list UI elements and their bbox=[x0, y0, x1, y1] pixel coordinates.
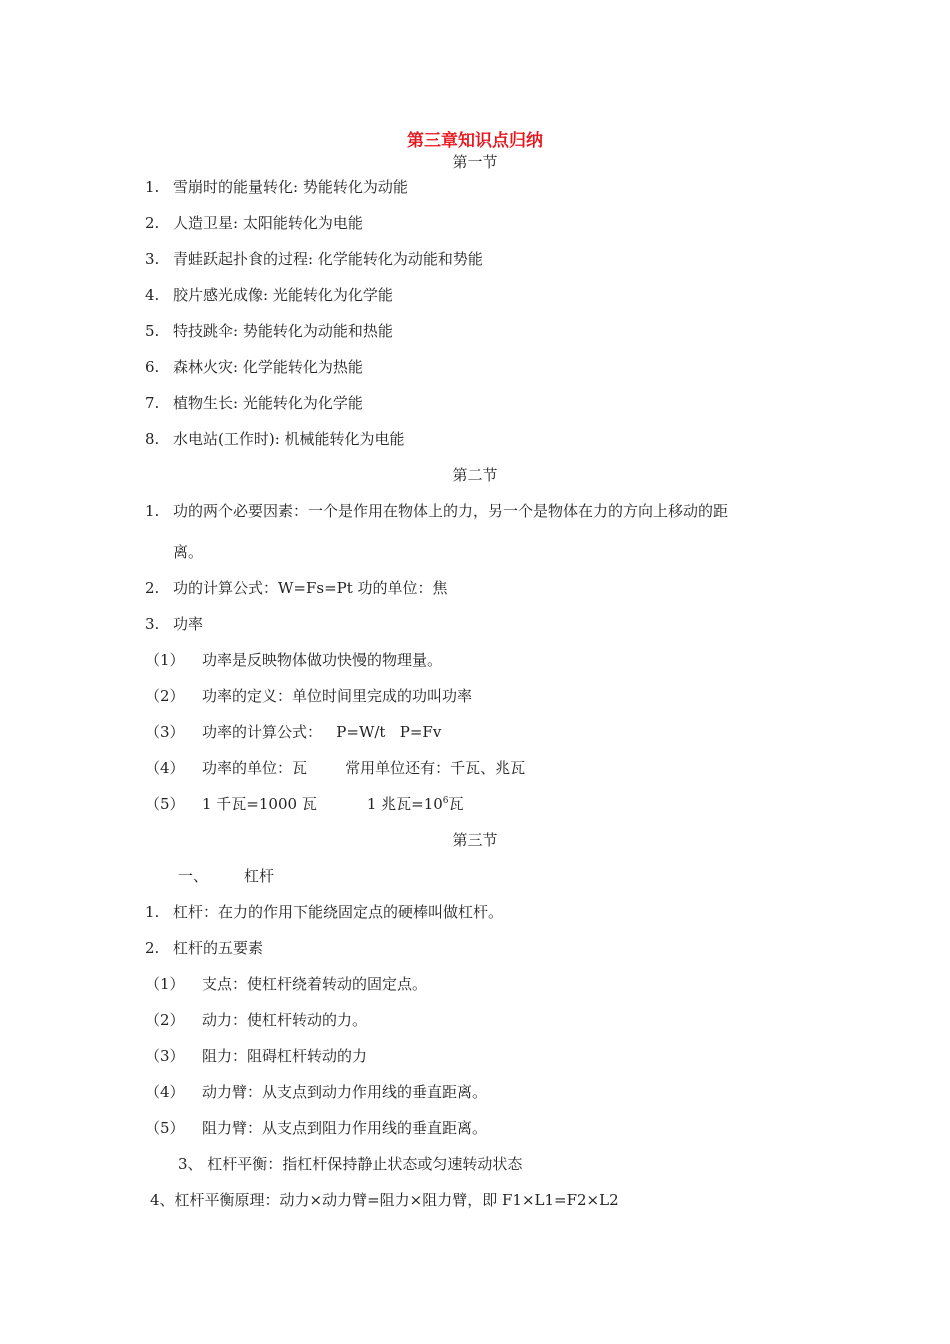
sub-item-text: 功率的定义：单位时间里完成的功叫功率 bbox=[202, 687, 473, 705]
sub-item bbox=[145, 974, 427, 994]
item-number: 3. bbox=[145, 615, 160, 633]
sub-item bbox=[145, 1010, 367, 1030]
item-number: 2. bbox=[145, 214, 160, 232]
section-3-heading: 第三节 bbox=[452, 831, 498, 849]
list-item bbox=[145, 501, 728, 521]
item-number: 1. bbox=[145, 903, 160, 921]
item-text: 水电站(工作时): 机械能转化为电能 bbox=[173, 430, 405, 448]
sub-item-text: 支点：使杠杆绕着转动的固定点。 bbox=[202, 975, 428, 993]
list-item bbox=[145, 357, 363, 377]
item-text: 功的两个必要因素：一个是作用在物体上的力，另一个是物体在力的方向上移动的距 bbox=[173, 502, 729, 520]
item-text-continuation: 离。 bbox=[173, 543, 204, 561]
sub-item-number: （3） bbox=[145, 1047, 185, 1065]
sub-item-number: （4） bbox=[145, 759, 185, 777]
sub-item bbox=[145, 1046, 367, 1066]
list-item bbox=[145, 177, 408, 197]
sub-item bbox=[145, 1118, 487, 1138]
item-text: 杠杆的五要素 bbox=[173, 939, 264, 957]
item-number: 4. bbox=[145, 286, 160, 304]
sub-item-text: 功率的计算公式： P=W/t P=Fv bbox=[202, 723, 442, 741]
sub-item-text: 动力：使杠杆转动的力。 bbox=[202, 1011, 368, 1029]
sub-item-text: 动力臂：从支点到动力作用线的垂直距离。 bbox=[202, 1083, 488, 1101]
sub-item-unit: 瓦 bbox=[448, 795, 464, 813]
exponent: 6 bbox=[442, 796, 449, 806]
part-title: 杠杆 bbox=[244, 867, 275, 885]
sub-item bbox=[145, 686, 472, 706]
sub-item bbox=[145, 758, 525, 778]
item-number: 3. bbox=[145, 250, 160, 268]
item-number: 2. bbox=[145, 579, 160, 597]
sub-item-text: 阻力臂：从支点到阻力作用线的垂直距离。 bbox=[202, 1119, 488, 1137]
sub-item-text: 1 千瓦=1000 瓦 bbox=[202, 795, 317, 813]
sub-item-number: （2） bbox=[145, 1011, 185, 1029]
list-item bbox=[145, 321, 393, 341]
item-text: 青蛙跃起扑食的过程: 化学能转化为动能和势能 bbox=[173, 250, 483, 268]
item-number: 7. bbox=[145, 394, 160, 412]
item-number: 2. bbox=[145, 939, 160, 957]
list-item bbox=[145, 902, 503, 922]
list-item bbox=[145, 938, 263, 958]
sub-item-text: 功率的单位：瓦 常用单位还有：千瓦、兆瓦 bbox=[202, 759, 526, 777]
list-item bbox=[145, 578, 448, 598]
item-text: 功的计算公式：W=Fs=Pt 功的单位：焦 bbox=[173, 579, 448, 597]
list-item bbox=[145, 213, 363, 233]
item-text: 人造卫星: 太阳能转化为电能 bbox=[173, 214, 363, 232]
sub-item bbox=[145, 1082, 487, 1102]
section-2-heading: 第二节 bbox=[452, 466, 498, 484]
item-text: 胶片感光成像: 光能转化为化学能 bbox=[173, 286, 393, 304]
sub-item-number: （4） bbox=[145, 1083, 185, 1101]
item-text: 功率 bbox=[173, 615, 204, 633]
part-number: 一、 bbox=[178, 867, 209, 885]
item-number: 1. bbox=[145, 178, 160, 196]
list-item bbox=[145, 393, 363, 413]
sub-item bbox=[145, 794, 464, 814]
item-text: 植物生长: 光能转化为化学能 bbox=[173, 394, 363, 412]
list-item-lever-principle: 4、杠杆平衡原理：动力×动力臂=阻力×阻力臂，即 F1×L1=F2×L2 bbox=[150, 1191, 619, 1209]
sub-item-number: （2） bbox=[145, 687, 185, 705]
item-number: 6. bbox=[145, 358, 160, 376]
list-item bbox=[145, 249, 483, 269]
sub-item-number: （5） bbox=[145, 1119, 185, 1137]
item-number: 5. bbox=[145, 322, 160, 340]
document-title: 第三章知识点归纳 bbox=[407, 131, 543, 151]
sub-item-text: 功率是反映物体做功快慢的物理量。 bbox=[202, 651, 443, 669]
sub-item bbox=[145, 722, 441, 742]
list-item bbox=[145, 614, 203, 634]
sub-item bbox=[145, 650, 442, 670]
list-item bbox=[145, 285, 393, 305]
list-item bbox=[145, 429, 405, 449]
item-number: 1. bbox=[145, 502, 160, 520]
sub-item-number: （1） bbox=[145, 651, 185, 669]
item-text: 森林火灾: 化学能转化为热能 bbox=[173, 358, 363, 376]
sub-item-text: 阻力：阻碍杠杆转动的力 bbox=[202, 1047, 368, 1065]
item-text: 特技跳伞: 势能转化为动能和热能 bbox=[173, 322, 393, 340]
section-1-heading: 第一节 bbox=[452, 153, 498, 171]
sub-item-number: （5） bbox=[145, 795, 185, 813]
item-text: 雪崩时的能量转化: 势能转化为动能 bbox=[173, 178, 408, 196]
sub-item-text: 1 兆瓦=10 bbox=[366, 795, 443, 813]
sub-item-number: （1） bbox=[145, 975, 185, 993]
sub-item-number: （3） bbox=[145, 723, 185, 741]
item-number: 8. bbox=[145, 430, 160, 448]
part-heading bbox=[178, 866, 274, 886]
item-text: 杠杆：在力的作用下能绕固定点的硬棒叫做杠杆。 bbox=[173, 903, 504, 921]
list-item-lever-balance: 3、 杠杆平衡：指杠杆保持静止状态或匀速转动状态 bbox=[178, 1155, 523, 1173]
